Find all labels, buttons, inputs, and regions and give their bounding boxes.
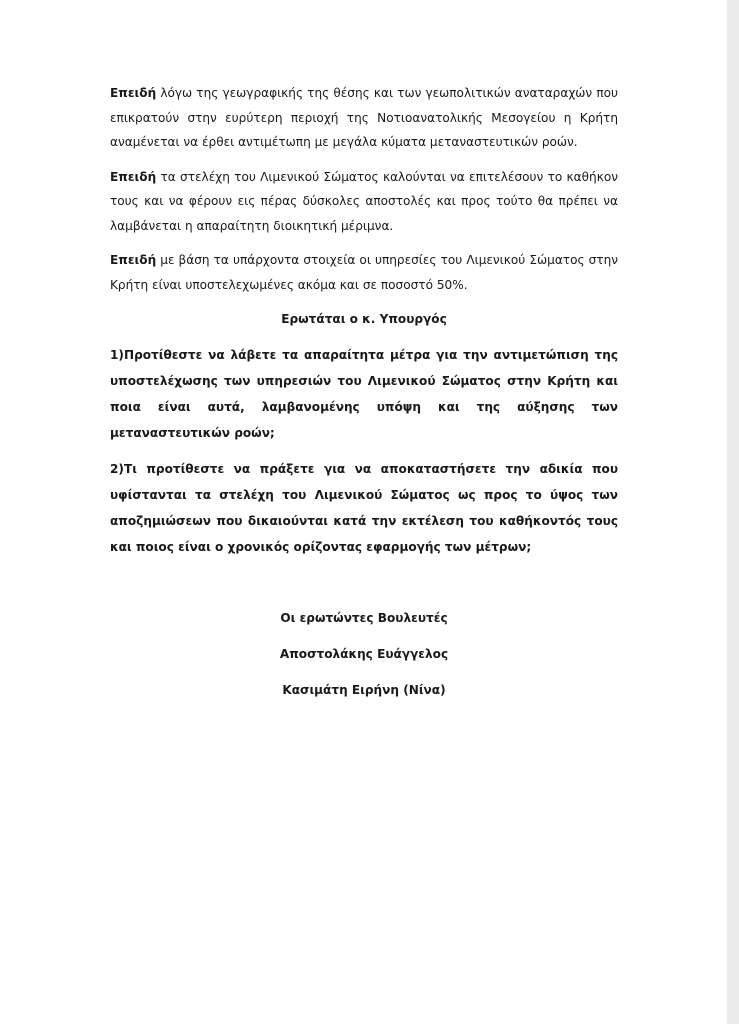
paragraph-lead: Επειδή xyxy=(110,253,157,267)
paragraph-lead: Επειδή xyxy=(110,86,157,100)
paragraph-text: λόγω της γεωγραφικής της θέσης και των γεωπολιτικών αναταραχών που επικρατούν στην ευρύτερη περιοχή της Νοτιοανατολικής Μεσογείου η Κρήτη αναμένεται να έρθει αντιμέτωπη με μεγάλα κύματα μεταναστευτικών ροών. xyxy=(110,86,618,149)
signatory-name: Αποστολάκης Ευάγγελος xyxy=(279,647,449,661)
paragraph-3 xyxy=(110,248,618,297)
paragraph-2 xyxy=(110,165,618,239)
question-1: 1)Προτίθεστε να λάβετε τα απαραίτητα μέτρα για την αντιμετώπιση της υποστελέχωσης των υπηρεσιών του Λιμενικού Σώματος στην Κρήτη και ποια είναι αυτά, λαμβανομένης υπόψη και της αύξησης των μεταναστευτικών ροών; xyxy=(110,347,618,440)
signature-block xyxy=(110,608,618,716)
paragraph-lead: Επειδή xyxy=(110,169,157,184)
signatories-title: Οι ερωτώντες Βουλευτές xyxy=(280,611,448,625)
page-edge-strip xyxy=(727,0,739,1024)
paragraph-text: τα στελέχη του Λιμενικού Σώματος καλούνται να επιτελέσουν το καθήκον τους και να φέρουν εις πέρας δύσκολες αποστολές και προς τούτο θα πρέπει να λαμβάνεται η απαραίτητη διοικητική μέριμνα. xyxy=(110,169,618,233)
paragraph-1 xyxy=(110,81,618,155)
signatory-name: Κασιμάτη Ειρήνη (Νίνα) xyxy=(282,683,446,697)
question-2: 2)Τι προτίθεστε να πράξετε για να αποκαταστήσετε την αδικία που υφίστανται τα στελέχη του Λιμενικού Σώματος ως προς το ύψος των αποζημιώσεων που δικαιούνται κατά την εκτέλεση του καθήκοντός τους και ποιος είναι ο χρονικός ορίζοντας εφαρμογής των μέτρων; xyxy=(110,461,618,554)
paragraph-text: με βάση τα υπάρχοντα στοιχεία οι υπηρεσίες του Λιμενικού Σώματος στην Κρήτη είναι υποστελεχωμένες ακόμα και σε ποσοστό 50%. xyxy=(110,253,618,292)
document-body xyxy=(110,81,618,570)
question-heading: Ερωτάται ο κ. Υπουργός xyxy=(281,312,447,326)
